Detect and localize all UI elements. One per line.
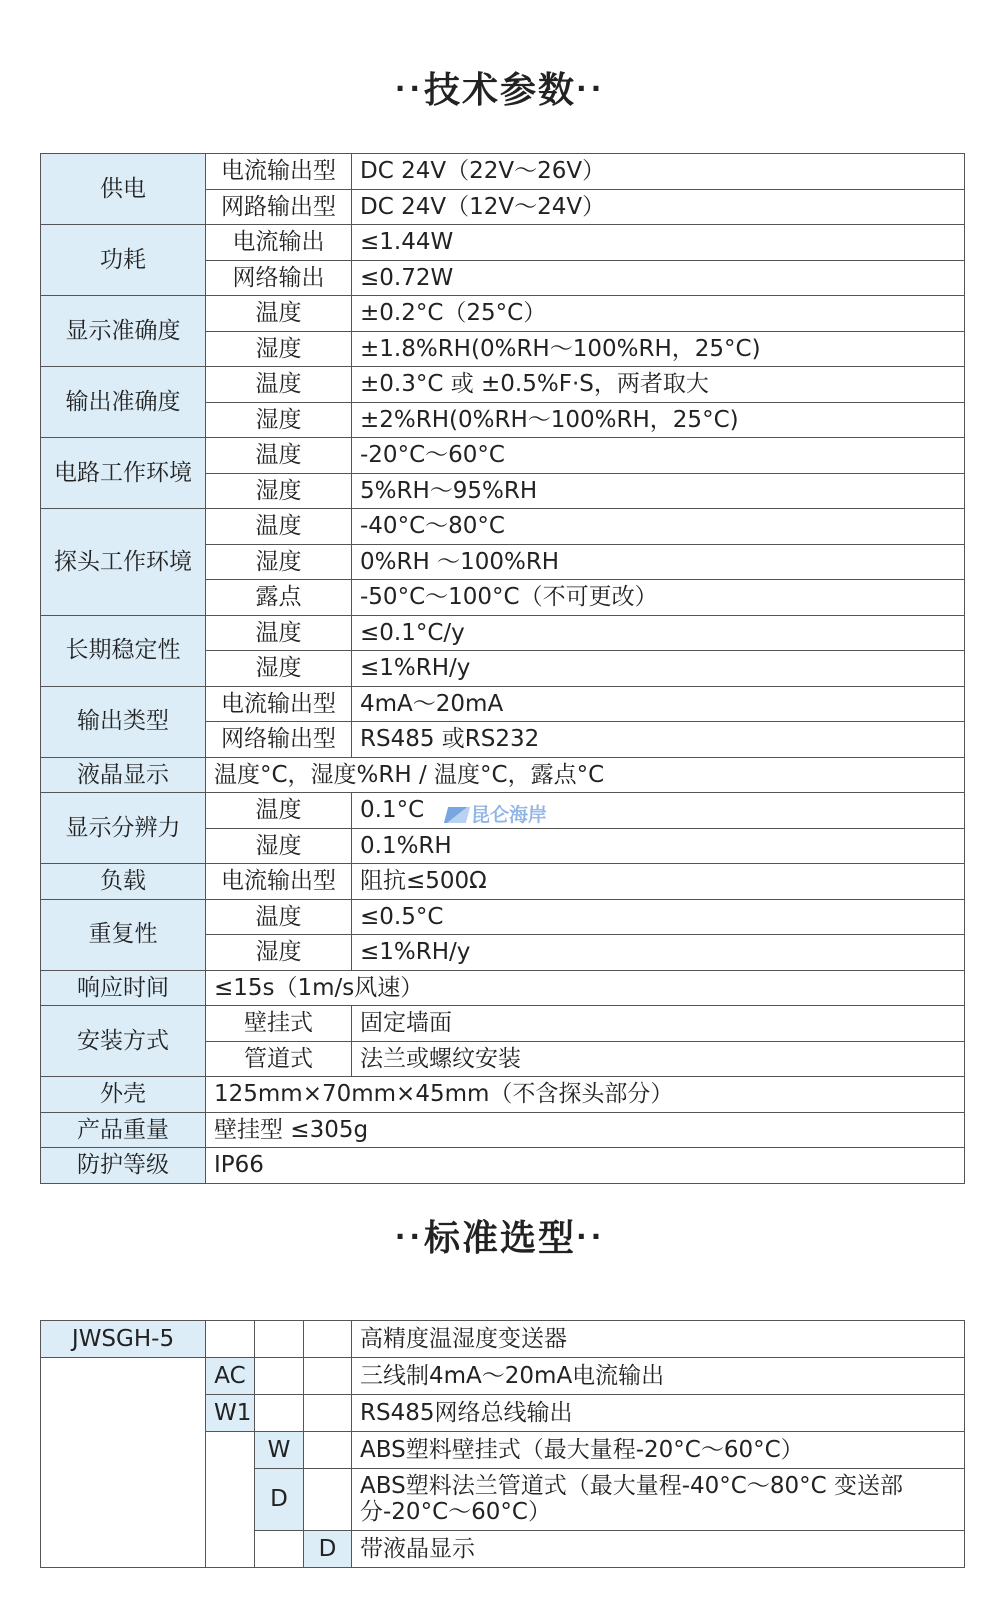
spec-value: DC 24V（22V～26V）	[352, 154, 965, 190]
spec-category: 防护等级	[41, 1148, 206, 1184]
spec-row	[41, 864, 965, 900]
spec-row	[41, 154, 965, 190]
spec-subcategory: 电流输出型	[206, 154, 352, 190]
spec-category: 功耗	[41, 225, 206, 296]
spec-value: ≤1%RH/y	[352, 651, 965, 687]
spec-subcategory: 湿度	[206, 651, 352, 687]
model-code: AC	[206, 1358, 255, 1395]
spec-value: ±0.2°C（25°C）	[352, 296, 965, 332]
spec-subcategory: 网路输出型	[206, 189, 352, 225]
spec-section-title: ··技术参数··	[394, 70, 606, 111]
spec-subcategory: 电流输出	[206, 225, 352, 261]
model-desc: RS485网络总线输出	[352, 1395, 965, 1432]
spec-row	[41, 1077, 965, 1113]
spec-subcategory: 湿度	[206, 473, 352, 509]
spec-category: 输出准确度	[41, 367, 206, 438]
spec-category: 响应时间	[41, 970, 206, 1006]
spec-row	[41, 899, 965, 935]
spec-value: -50°C～100°C（不可更改）	[352, 580, 965, 616]
spec-row	[41, 686, 965, 722]
model-title-text: 标准选型	[423, 1218, 576, 1259]
spec-table	[40, 153, 965, 1184]
model-code: D	[255, 1469, 304, 1531]
spec-value: DC 24V（12V～24V）	[352, 189, 965, 225]
spec-row	[41, 296, 965, 332]
spec-row	[41, 1112, 965, 1148]
spec-row	[41, 970, 965, 1006]
spec-category: 负载	[41, 864, 206, 900]
spec-value: RS485 或RS232	[352, 722, 965, 758]
spec-subcategory: 壁挂式	[206, 1006, 352, 1042]
model-code: D	[304, 1531, 352, 1568]
spec-category: 输出类型	[41, 686, 206, 757]
model-code: JWSGH-5	[41, 1321, 206, 1358]
model-desc: 带液晶显示	[352, 1531, 965, 1568]
spec-category: 电路工作环境	[41, 438, 206, 509]
model-desc: 三线制4mA～20mA电流输出	[352, 1358, 965, 1395]
spec-value: ≤0.1°C/y	[352, 615, 965, 651]
spec-row	[41, 438, 965, 474]
spec-subcategory: 网络输出	[206, 260, 352, 296]
spec-category: 外壳	[41, 1077, 206, 1113]
spec-value: ≤1.44W	[352, 225, 965, 261]
spec-subcategory: 温度	[206, 296, 352, 332]
spec-category: 长期稳定性	[41, 615, 206, 686]
spec-row	[41, 1006, 965, 1042]
logo-icon	[444, 807, 470, 823]
spec-category: 重复性	[41, 899, 206, 970]
spec-value: 5%RH～95%RH	[352, 473, 965, 509]
spec-value: 4mA～20mA	[352, 686, 965, 722]
spec-subcategory: 露点	[206, 580, 352, 616]
spec-row	[41, 509, 965, 545]
model-row	[41, 1358, 965, 1395]
spec-subcategory: 网络输出型	[206, 722, 352, 758]
spec-row	[41, 757, 965, 793]
spec-row	[41, 367, 965, 403]
spec-category: 显示分辨力	[41, 793, 206, 864]
model-code: W	[255, 1432, 304, 1469]
spec-row	[41, 615, 965, 651]
spec-subcategory: 温度	[206, 438, 352, 474]
spec-subcategory: 湿度	[206, 828, 352, 864]
spec-value: ≤15s（1m/s风速）	[206, 970, 965, 1006]
model-row	[41, 1321, 965, 1358]
model-desc: 高精度温湿度变送器	[352, 1321, 965, 1358]
spec-value: -40°C～80°C	[352, 509, 965, 545]
spec-subcategory: 电流输出型	[206, 686, 352, 722]
spec-row	[41, 225, 965, 261]
spec-category: 产品重量	[41, 1112, 206, 1148]
spec-category: 显示准确度	[41, 296, 206, 367]
spec-category: 液晶显示	[41, 757, 206, 793]
spec-subcategory: 温度	[206, 793, 352, 829]
spec-value: 阻抗≤500Ω	[352, 864, 965, 900]
model-section-title: ··标准选型··	[394, 1218, 606, 1259]
model-desc: ABS塑料壁挂式（最大量程-20°C～60°C）	[352, 1432, 965, 1469]
spec-value: ±1.8%RH(0%RH～100%RH，25°C)	[352, 331, 965, 367]
spec-subcategory: 湿度	[206, 935, 352, 971]
spec-title-text: 技术参数	[423, 70, 576, 111]
spec-value: 0.1°C	[352, 793, 965, 829]
spec-value: ≤0.5°C	[352, 899, 965, 935]
spec-value: 0.1%RH	[352, 828, 965, 864]
watermark-logo: 昆仑海岸	[446, 800, 547, 827]
model-code: W1	[206, 1395, 255, 1432]
spec-subcategory: 湿度	[206, 331, 352, 367]
spec-value: 温度°C，湿度%RH / 温度°C，露点°C	[206, 757, 965, 793]
model-desc: ABS塑料法兰管道式（最大量程-40°C～80°C 变送部分-20°C～60°C）	[352, 1469, 965, 1531]
spec-subcategory: 湿度	[206, 544, 352, 580]
spec-subcategory: 湿度	[206, 402, 352, 438]
spec-value: ±0.3°C 或 ±0.5%F·S，两者取大	[352, 367, 965, 403]
spec-value: 固定墙面	[352, 1006, 965, 1042]
spec-value: ≤1%RH/y	[352, 935, 965, 971]
spec-category: 安装方式	[41, 1006, 206, 1077]
spec-value: ±2%RH(0%RH～100%RH，25°C)	[352, 402, 965, 438]
spec-value: 0%RH ～100%RH	[352, 544, 965, 580]
spec-category: 供电	[41, 154, 206, 225]
spec-value: 壁挂型 ≤305g	[206, 1112, 965, 1148]
spec-row	[41, 1148, 965, 1184]
spec-value: ≤0.72W	[352, 260, 965, 296]
spec-subcategory: 温度	[206, 367, 352, 403]
spec-subcategory: 温度	[206, 615, 352, 651]
spec-subcategory: 管道式	[206, 1041, 352, 1077]
spec-value: IP66	[206, 1148, 965, 1184]
spec-value: 125mm×70mm×45mm（不含探头部分）	[206, 1077, 965, 1113]
spec-value: -20°C～60°C	[352, 438, 965, 474]
model-table	[40, 1320, 965, 1568]
spec-value: 法兰或螺纹安装	[352, 1041, 965, 1077]
spec-category: 探头工作环境	[41, 509, 206, 616]
spec-subcategory: 电流输出型	[206, 864, 352, 900]
spec-subcategory: 温度	[206, 509, 352, 545]
spec-subcategory: 温度	[206, 899, 352, 935]
